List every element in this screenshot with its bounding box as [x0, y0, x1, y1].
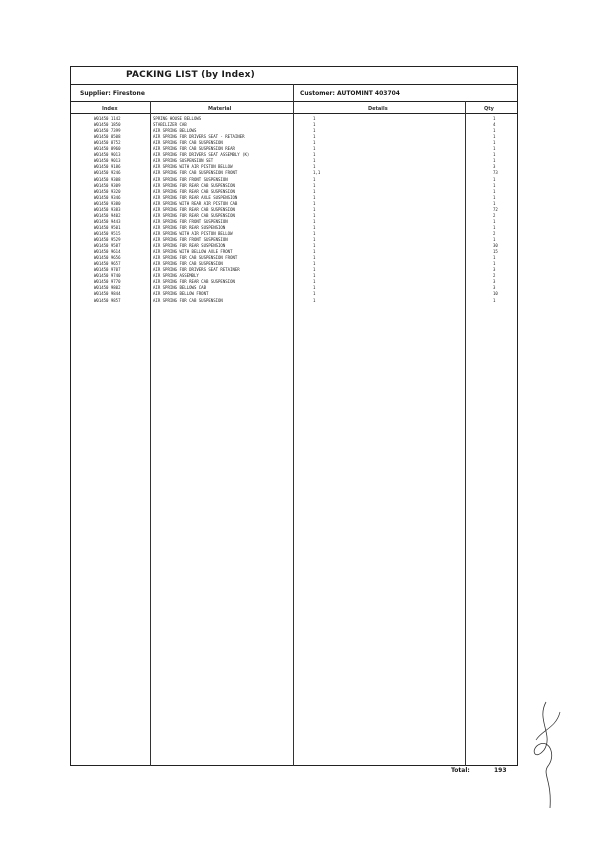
row-index: W01450 9013 [94, 158, 121, 164]
row-detail: 1 [313, 164, 316, 170]
row-index: W01450 9308 [94, 176, 121, 182]
row-qty: 1 [493, 194, 496, 200]
row-qty: 2 [493, 230, 496, 236]
row-qty: 15 [493, 249, 498, 255]
row-detail: 1 [313, 146, 316, 152]
row-material: AIR SPRING WITH REAR AIR PISTON CAB [153, 200, 238, 206]
row-index: W01450 9707 [94, 267, 121, 273]
customer-label: Customer: AUTOMINT 403704 [300, 90, 400, 97]
row-material: AIR SPRING FOR DRIVERS SEAT ASSEMBLY (K) [153, 152, 250, 158]
row-material: AIR SPRING SUSPENSION SET [153, 158, 214, 164]
row-qty: 1 [493, 116, 496, 121]
row-qty: 72 [493, 206, 498, 212]
row-material: AIR SPRING FOR REAR CAB SUSPENSION [153, 279, 235, 285]
row-detail: 1 [313, 291, 316, 297]
row-index: W01450 9246 [94, 170, 121, 176]
row-material: AIR SPRING FOR REAR AXLE SUSPENSION [153, 194, 238, 200]
row-material: AIR SPRING FOR CAB SUSPENSION FRONT [153, 170, 238, 176]
row-qty: 1 [493, 224, 496, 230]
row-index: W01450 9515 [94, 230, 121, 236]
row-detail: 1 [313, 224, 316, 230]
row-material: AIR SPRING FOR REAR SUSPENSION [153, 243, 226, 249]
row-material: AIR SPRING BELLOW FRONT [153, 291, 209, 297]
row-qty: 1 [493, 255, 496, 261]
row-qty: 3 [493, 164, 496, 170]
row-detail: 1 [313, 188, 316, 194]
title-divider [70, 84, 518, 85]
row-material: AIR SPRING FOR REAR CAB SUSPENSION [153, 182, 235, 188]
row-material: AIR SPRING FOR REAR CAB SUSPENSION [153, 206, 235, 212]
column-header-index: Index [102, 106, 118, 112]
row-detail: 1 [313, 243, 316, 249]
row-index: W01450 9770 [94, 279, 121, 285]
row-detail: 1 [313, 152, 316, 158]
row-qty: 1 [493, 158, 496, 164]
row-index: W01450 9657 [94, 261, 121, 267]
row-qty: 1 [493, 297, 496, 303]
row-material: AIR SPRING FOR CAB SUSPENSION FRONT [153, 255, 238, 261]
row-index: W01450 9443 [94, 218, 121, 224]
row-material: AIR SPRING FOR CAB SUSPENSION [153, 261, 223, 267]
row-detail: 1 [313, 122, 316, 128]
row-index: W01450 1850 [94, 122, 121, 128]
column-header-qty: Qty [484, 106, 494, 112]
row-qty: 1 [493, 176, 496, 182]
row-index: W01450 1142 [94, 116, 121, 121]
row-material: AIR SPRING BELLOWS [153, 128, 197, 134]
row-index: W01450 9186 [94, 164, 121, 170]
row-qty: 1 [493, 182, 496, 188]
row-qty: 1 [493, 200, 496, 206]
row-material: AIR SPRING FOR REAR CAB SUSPENSION [153, 188, 235, 194]
column-divider [465, 101, 466, 766]
row-detail: 1 [313, 249, 316, 255]
row-material: AIR SPRING FOR CAB SUSPENSION [153, 297, 223, 303]
row-index: W01450 9857 [94, 297, 121, 303]
row-detail: 1 [313, 116, 316, 121]
row-qty: 2 [493, 212, 496, 218]
row-detail: 1 [313, 237, 316, 242]
column-header-material: Material [208, 106, 232, 112]
row-detail: 1 [313, 261, 316, 267]
row-qty: 1 [493, 128, 496, 134]
row-index: W01450 8752 [94, 140, 121, 146]
row-index: W01450 8508 [94, 134, 121, 140]
row-detail: 1 [313, 267, 316, 273]
row-detail: 1 [313, 134, 316, 140]
row-detail: 1 [313, 158, 316, 164]
row-qty: 1 [493, 140, 496, 146]
total-label: Total: [451, 767, 470, 774]
row-detail: 1 [313, 218, 316, 224]
row-qty: 10 [493, 291, 498, 297]
row-qty: 3 [493, 267, 496, 273]
column-header-divider [70, 113, 518, 114]
row-detail: 1 [313, 255, 316, 261]
row-index: W01450 9656 [94, 255, 121, 261]
row-material: AIR SPRING BELLOWS CAB [153, 285, 206, 291]
info-divider [70, 101, 518, 102]
row-detail: 1 [313, 230, 316, 236]
row-detail: 1 [313, 182, 316, 188]
row-detail: 1,1 [313, 170, 321, 176]
row-index: W01450 7399 [94, 128, 121, 134]
row-qty: 1 [493, 146, 496, 152]
document-title: PACKING LIST (by Index) [126, 70, 255, 80]
row-material: AIR SPRING FOR CAB SUSPENSION REAR [153, 146, 235, 152]
row-detail: 1 [313, 200, 316, 206]
row-material: SPRING HOUSE BELLOWS [153, 116, 202, 121]
row-material: AIR SPRING FOR DRIVERS SEAT - RETAINER [153, 134, 245, 140]
row-index: W01450 9013 [94, 152, 121, 158]
row-qty: 1 [493, 152, 496, 158]
row-material: AIR SPRING FOR FRONT SUSPENSION [153, 218, 228, 224]
row-material: AIR SPRING FOR CAB SUSPENSION [153, 140, 223, 146]
row-detail: 1 [313, 176, 316, 182]
row-index: W01450 9587 [94, 243, 121, 249]
row-detail: 1 [313, 297, 316, 303]
row-material: AIR SPRING ASSEMBLY [153, 273, 199, 279]
column-header-details: Details [368, 106, 388, 112]
row-index: W01450 9402 [94, 212, 121, 218]
row-qty: 2 [493, 273, 496, 279]
row-material: AIR SPRING FOR FRONT SUSPENSION [153, 237, 228, 242]
row-detail: 1 [313, 212, 316, 218]
column-divider [150, 101, 151, 766]
row-qty: 4 [493, 122, 496, 128]
total-value: 193 [494, 767, 507, 774]
row-qty: 3 [493, 285, 496, 291]
row-detail: 1 [313, 206, 316, 212]
packing-list-frame [70, 66, 518, 766]
row-index: W01450 9740 [94, 273, 121, 279]
row-detail: 1 [313, 128, 316, 134]
row-index: W01450 9320 [94, 188, 121, 194]
row-material: AIR SPRING WITH AIR PISTON BELLOW [153, 230, 233, 236]
row-qty: 1 [493, 188, 496, 194]
row-qty: 73 [493, 170, 498, 176]
row-material: AIR SPRING FOR REAR SUSPENSION [153, 224, 226, 230]
row-index: W01450 9802 [94, 285, 121, 291]
row-index: W01450 9383 [94, 206, 121, 212]
row-qty: 1 [493, 134, 496, 140]
column-divider [293, 84, 294, 766]
row-index: W01450 9309 [94, 182, 121, 188]
row-index: W01450 9346 [94, 194, 121, 200]
row-detail: 1 [313, 273, 316, 279]
row-qty: 30 [493, 243, 498, 249]
row-material: AIR SPRING FOR REAR CAB SUSPENSION [153, 212, 235, 218]
row-detail: 1 [313, 140, 316, 146]
row-index: W01450 8960 [94, 146, 121, 152]
row-detail: 1 [313, 279, 316, 285]
row-detail: 1 [313, 194, 316, 200]
row-material: AIR SPRING WITH BELLOW AXLE FRONT [153, 249, 233, 255]
row-index: W01450 9501 [94, 224, 121, 230]
row-material: AIR SPRING WITH AIR PISTON BELLOW [153, 164, 233, 170]
row-material: AIR SPRING FOR DRIVERS SEAT RETAINER [153, 267, 240, 273]
row-index: W01450 9614 [94, 249, 121, 255]
row-detail: 1 [313, 285, 316, 291]
row-qty: 1 [493, 261, 496, 267]
supplier-label: Supplier: Firestone [80, 90, 145, 97]
signature-mark [526, 700, 566, 810]
row-material: STABILIZER CAB [153, 122, 187, 128]
row-index: W01450 9529 [94, 237, 121, 242]
row-index: W01450 9380 [94, 200, 121, 206]
row-index: W01450 9844 [94, 291, 121, 297]
row-qty: 1 [493, 237, 496, 242]
row-qty: 1 [493, 218, 496, 224]
row-qty: 3 [493, 279, 496, 285]
row-material: AIR SPRING FOR FRONT SUSPENSION [153, 176, 228, 182]
